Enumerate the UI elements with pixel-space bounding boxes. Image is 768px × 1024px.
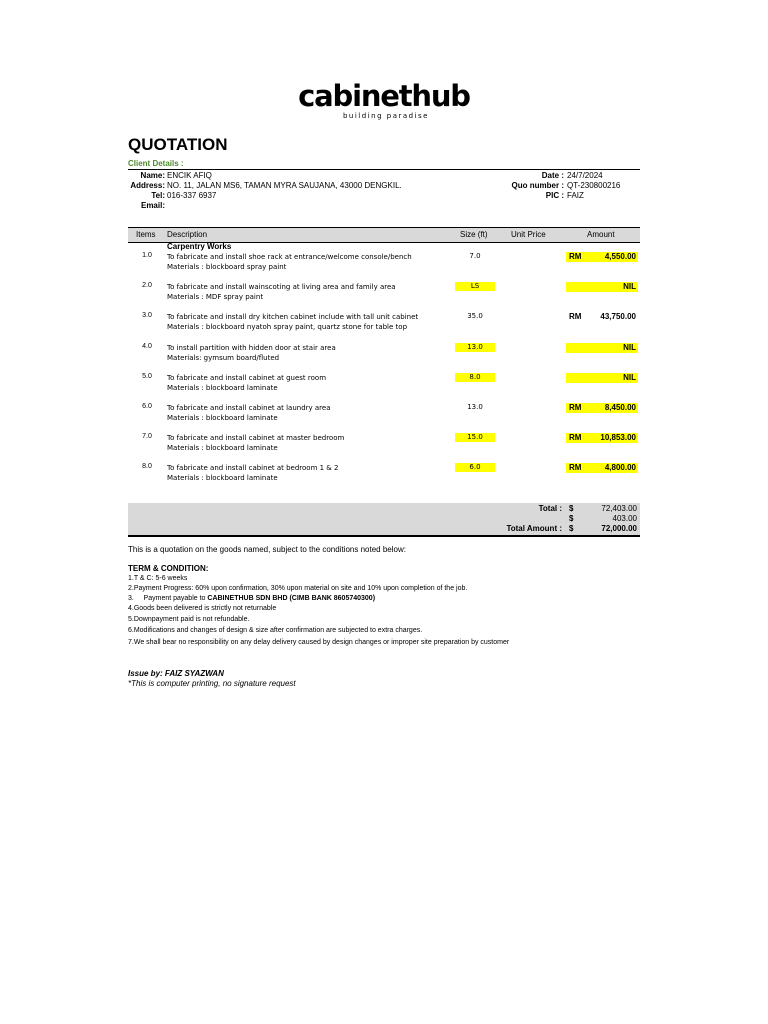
item-size: LS	[455, 282, 495, 291]
total-currency: $	[569, 504, 574, 513]
address-label: Address:	[130, 181, 165, 190]
item-number: 2.0	[142, 282, 152, 289]
grand-total-currency: $	[569, 524, 574, 533]
amount-value: 43,750.00	[600, 312, 636, 321]
grand-total-label: Total Amount :	[506, 524, 562, 533]
item-work: To fabricate and install dry kitchen cabinet include with tall unit cabinet	[167, 313, 419, 321]
amount-currency: RM	[569, 403, 582, 412]
item-description	[167, 403, 331, 423]
item-work: To fabricate and install cabinet at bedroom 1 & 2	[167, 464, 339, 472]
item-amount	[566, 463, 638, 473]
client-details-label: Client Details :	[128, 159, 184, 168]
item-description	[167, 282, 396, 302]
term-7: 7.We shall bear no responsibility on any delay delivery caused by design changes or improper site preparation by customer	[128, 639, 510, 646]
pic-name: FAIZ	[567, 191, 584, 200]
logo-tagline: building paradise	[342, 112, 429, 120]
item-size: 13.0	[467, 403, 483, 411]
item-number: 4.0	[142, 343, 152, 350]
amount-currency: RM	[569, 433, 582, 442]
logo-wordmark: cabinethub	[298, 79, 470, 113]
item-description	[167, 373, 326, 393]
document-title: QUOTATION	[128, 135, 228, 154]
grand-total-value: 72,000.00	[601, 524, 637, 533]
quo-number-label: Quo number :	[511, 181, 564, 190]
item-number: 1.0	[142, 252, 152, 259]
item-size: 13.0	[455, 343, 495, 352]
item-number: 6.0	[142, 403, 152, 410]
item-work: To install partition with hidden door at stair area	[167, 344, 336, 352]
item-description	[167, 343, 336, 363]
item-size: 8.0	[455, 373, 495, 382]
term-6: 6.Modifications and changes of design & size after confirmation are subjected to extra charges.	[128, 627, 423, 634]
amount-currency: RM	[569, 463, 582, 472]
table-header	[128, 227, 640, 243]
term-3	[128, 595, 375, 602]
item-size: 7.0	[469, 252, 481, 260]
item-amount	[566, 403, 638, 413]
section-title: Carpentry Works	[167, 242, 232, 251]
item-work: To fabricate and install shoe rack at entrance/welcome console/bench	[167, 253, 412, 261]
amount-value: 4,800.00	[604, 463, 636, 472]
terms-heading: TERM & CONDITION:	[128, 564, 209, 573]
term-4: 4.Goods been delivered is strictly not returnable	[128, 605, 277, 612]
term-5: 5.Downpayment paid is not refundable.	[128, 616, 250, 623]
quote-date: 24/7/2024	[567, 171, 603, 180]
item-material: Materials : blockboard spray paint	[167, 263, 287, 271]
client-address: NO. 11, JALAN MS6, TAMAN MYRA SAUJANA, 43000 DENGKIL.	[167, 181, 402, 190]
item-material: Materials : blockboard laminate	[167, 474, 278, 482]
item-material: Materials : blockboard laminate	[167, 414, 278, 422]
item-size: 6.0	[455, 463, 495, 472]
quo-number: QT-230800216	[567, 181, 621, 190]
item-number: 3.0	[142, 312, 152, 319]
name-label: Name:	[140, 171, 165, 180]
item-amount	[566, 343, 638, 353]
amount-currency: RM	[569, 312, 582, 321]
date-label: Date :	[541, 171, 564, 180]
item-material: Materials : blockboard laminate	[167, 444, 278, 452]
col-amount: Amount	[587, 230, 615, 239]
col-items: Items	[136, 230, 156, 239]
amount-value: NIL	[623, 282, 636, 291]
total-value: 72,403.00	[601, 504, 637, 513]
col-unit-price: Unit Price	[511, 230, 546, 239]
discount-currency: $	[569, 514, 574, 523]
amount-currency: RM	[569, 252, 582, 261]
item-description	[167, 463, 338, 483]
item-amount	[566, 282, 638, 292]
quotation-note: This is a quotation on the goods named, subject to the conditions noted below:	[128, 545, 406, 554]
issued-by: Issue by: FAIZ SYAZWAN	[128, 669, 224, 678]
item-number: 7.0	[142, 433, 152, 440]
item-material: Materials : MDF spray paint	[167, 293, 264, 301]
amount-value: NIL	[623, 373, 636, 382]
amount-value: 4,550.00	[604, 252, 636, 261]
email-label: Email:	[140, 201, 165, 210]
tel-label: Tel:	[151, 191, 165, 200]
col-description: Description	[167, 230, 208, 239]
item-work: To fabricate and install wainscoting at living area and family area	[167, 283, 396, 291]
item-size: 35.0	[467, 312, 483, 320]
amount-value: 10,853.00	[600, 433, 636, 442]
item-work: To fabricate and install cabinet at guest room	[167, 374, 327, 382]
client-tel: 016-337 6937	[167, 191, 217, 200]
item-description	[167, 252, 412, 272]
item-description	[167, 433, 344, 453]
pic-label: PIC :	[545, 191, 564, 200]
term-3-prefix: 3. Payment payable to	[128, 595, 208, 602]
client-name: ENCIK AFIQ	[167, 171, 212, 180]
amount-value: 8,450.00	[604, 403, 636, 412]
item-size: 15.0	[455, 433, 495, 442]
item-description	[167, 312, 418, 332]
totals-block	[128, 503, 640, 537]
amount-value: NIL	[623, 343, 636, 352]
item-amount	[566, 312, 638, 322]
term-2: 2.Payment Progress: 60% upon confirmation, 30% upon material on site and 10% upon completion of the job.	[128, 585, 468, 592]
col-size: Size (ft)	[460, 230, 488, 239]
company-logo	[0, 80, 768, 120]
signature-disclaimer: *This is computer printing, no signature request	[128, 679, 296, 688]
item-number: 8.0	[142, 463, 152, 470]
discount-value: 403.00	[612, 514, 637, 523]
item-material: Materials: gymsum board/fluted	[167, 354, 280, 362]
term-1: 1.T & C: 5-6 weeks	[128, 575, 188, 582]
bank-details: CABINETHUB SDN BHD (CIMB BANK 8605740300)	[207, 595, 376, 602]
item-number: 5.0	[142, 373, 152, 380]
item-amount	[566, 373, 638, 383]
item-work: To fabricate and install cabinet at master bedroom	[167, 434, 345, 442]
item-material: Materials : blockboard laminate	[167, 384, 278, 392]
total-label: Total :	[538, 504, 562, 513]
item-amount	[566, 433, 638, 443]
item-material: Materials : blockboard nyatoh spray paint, quartz stone for table top	[167, 323, 408, 331]
item-amount	[566, 252, 638, 262]
item-work: To fabricate and install cabinet at laundry area	[167, 404, 331, 412]
divider	[128, 169, 640, 170]
